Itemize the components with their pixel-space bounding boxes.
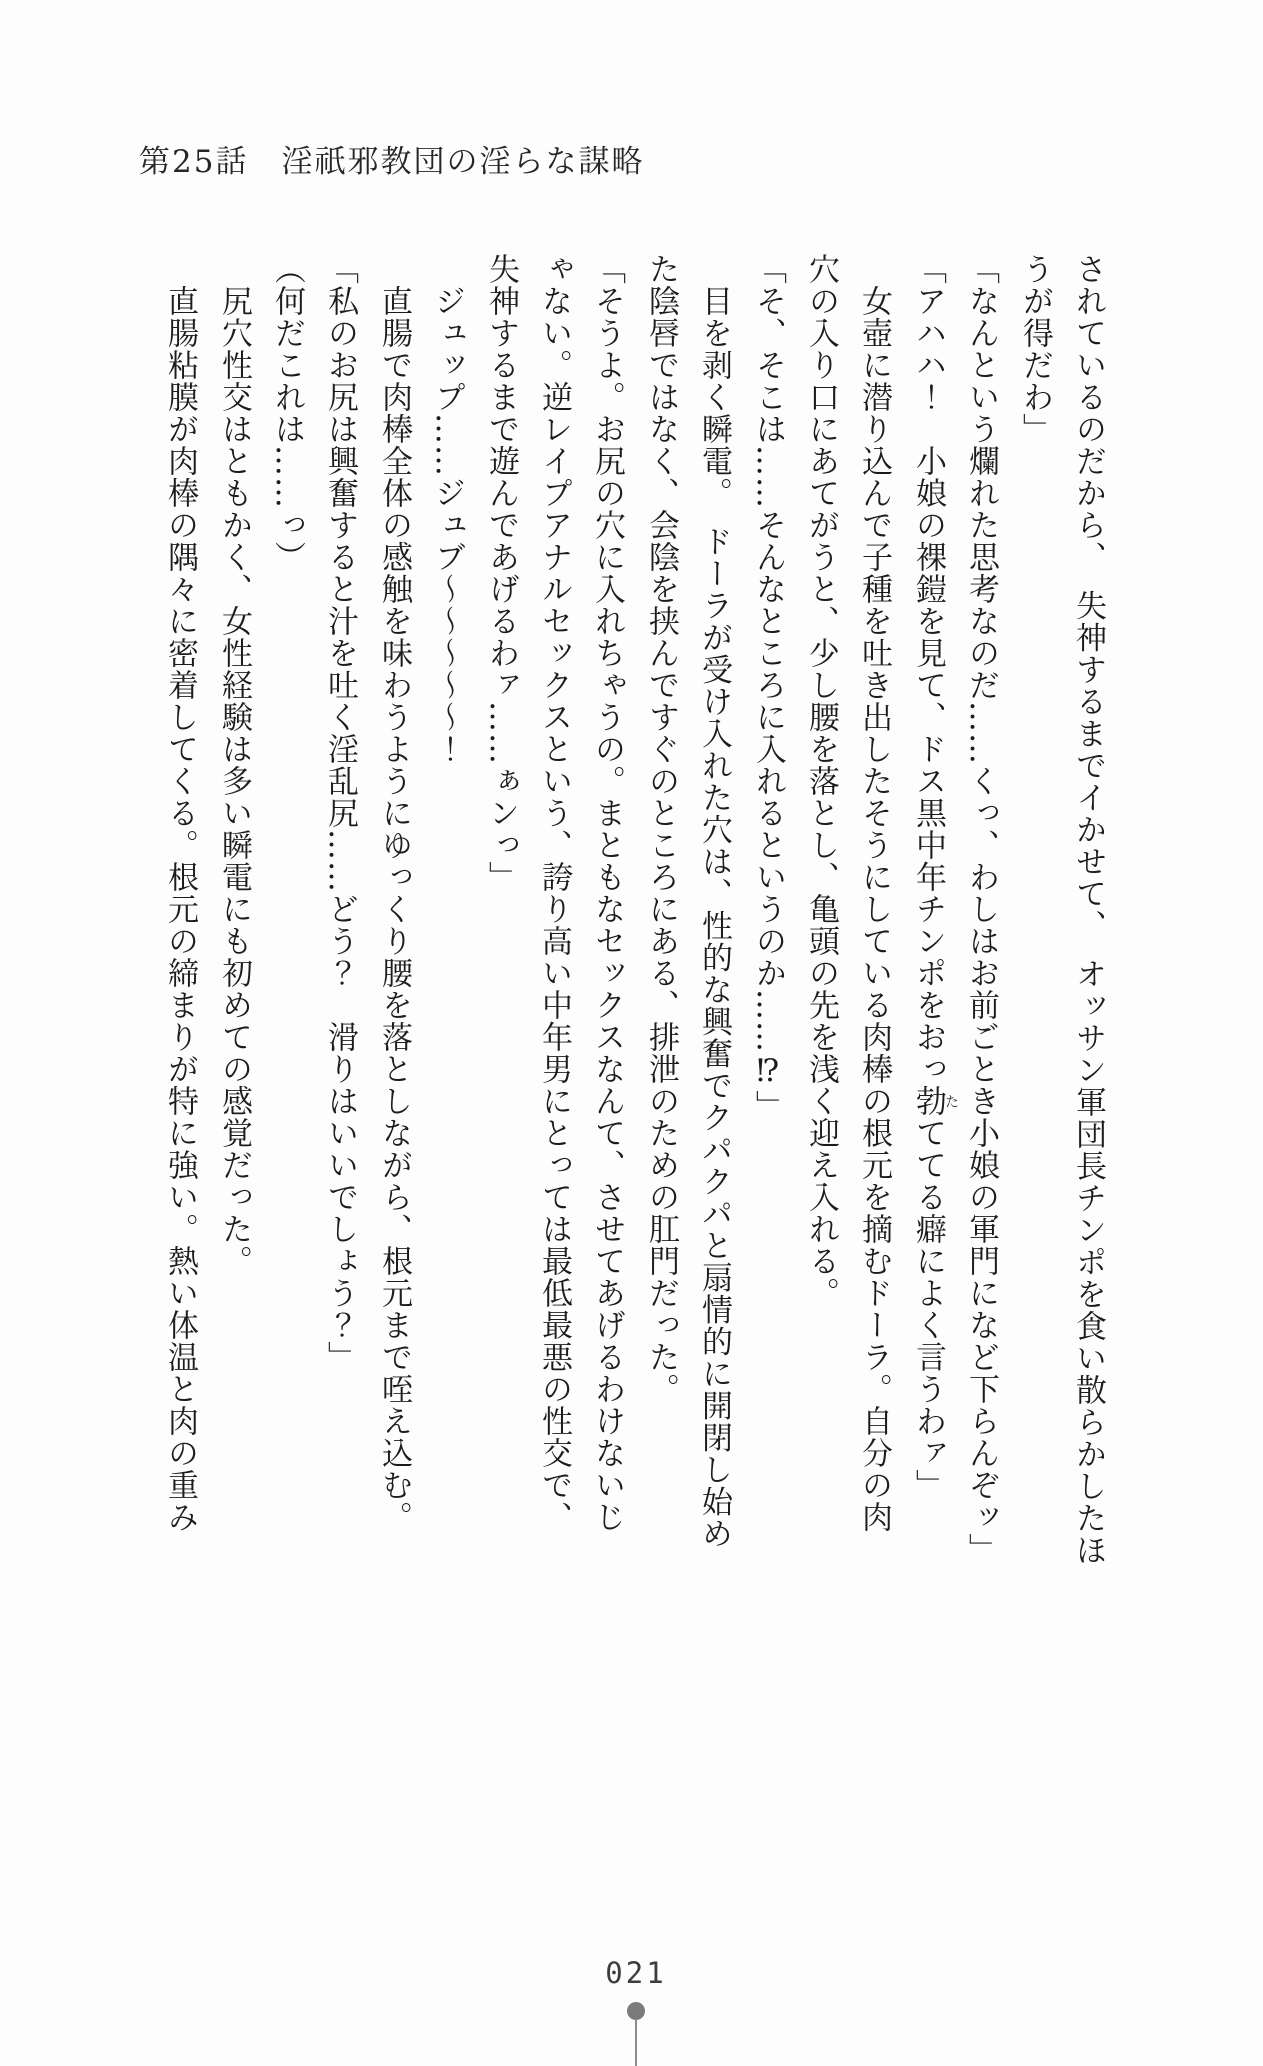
chapter-heading: 第25話 淫祇邪教団の淫らな謀略: [139, 144, 645, 180]
text-column: 失神するまで遊んであげるわァ……ぁンっ」: [483, 253, 519, 893]
text-column: ゃない。逆レイプアナルセックスという、誇り高い中年男にとっては最低最悪の性交で、: [536, 253, 572, 1533]
page-number: 021: [605, 1956, 667, 1990]
ruby-base: 勃: [910, 1085, 946, 1117]
text-column: 「そ、そこは……そんなところに入れるというのか……⁉」: [750, 253, 786, 1122]
text-column: ジュップ……ジュブ～～～～～！: [429, 253, 465, 765]
text-column: 女壺に潜り込んで子種を吐き出したそうにしている肉棒の根元を摘むドーラ。自分の肉: [856, 253, 892, 1533]
text-column: 穴の入り口にあてがうと、少し腰を落とし、亀頭の先を浅く迎え入れる。: [803, 253, 839, 1309]
text-column: [911, 253, 958, 1623]
page-marker-line: [635, 2019, 637, 2066]
text-column: されているのだから、 失神するまでイかせて、 オッサン軍団長チンポを食い散らかしたほ: [1070, 253, 1106, 1566]
ruby-annotation: [910, 1085, 959, 1117]
text-column: 「なんという爛れた思考なのだ……くっ、わしはお前ごとき小娘の軍門になど下らんぞッ」: [963, 253, 999, 1565]
text-column: 「そうよ。お尻の穴に入れちゃうの。まともなセックスなんて、させてあげるわけないじ: [589, 253, 625, 1533]
furigana: た: [943, 1085, 959, 1117]
text-run: ててる癖によく言うわァ」: [910, 1117, 946, 1501]
text-column: た陰唇ではなく、会陰を挟んですぐのところにある、排泄のための肛門だった。: [643, 253, 679, 1405]
text-column: （何だこれは……っ）: [269, 253, 305, 573]
text-column: 直腸で肉棒全体の感触を味わうようにゆっくり腰を落としながら、根元まで咥え込む。: [376, 253, 412, 1533]
text-column: 「私のお尻は興奮すると汁を吐く淫乱尻……どう？ 滑りはいいでしょう？」: [322, 253, 358, 1373]
text-run: 「アハハ！ 小娘の裸鎧を見て、ドス黒中年チンポをおっ: [910, 253, 946, 1085]
page-marker-icon: [627, 2002, 645, 2020]
text-column: 直腸粘膜が肉棒の隅々に密着してくる。根元の締まりが特に強い。熱い体温と肉の重み: [162, 253, 198, 1533]
text-column: 尻穴性交はともかく、女性経験は多い瞬電にも初めての感覚だった。: [216, 253, 252, 1277]
text-column: うが得だわ」: [1017, 253, 1053, 445]
text-column: 目を剥く瞬電。 ドーラが受け入れた穴は、性的な興奮でクパクパと扇情的に開閉し始め: [696, 253, 732, 1550]
